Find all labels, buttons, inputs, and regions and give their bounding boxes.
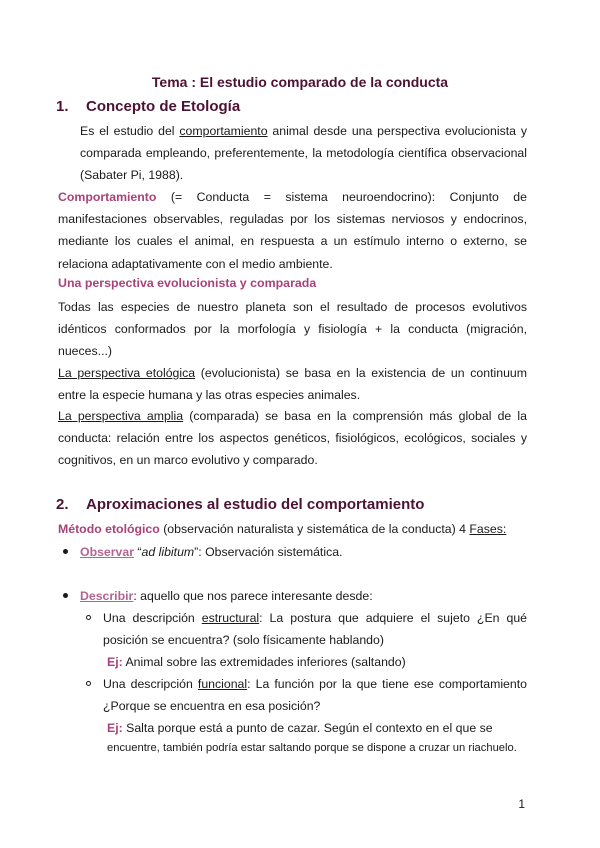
section-1-heading	[56, 98, 240, 115]
page-number: 1	[518, 797, 525, 811]
perspectiva-amplia-paragraph	[58, 405, 527, 472]
estructural-term: estructural	[201, 611, 260, 625]
observar-text: ”: Observación sistemática.	[194, 545, 343, 559]
metodo-etologico-term: Método etológico	[58, 522, 160, 536]
section-1-number: 1.	[56, 98, 69, 115]
section-2-heading	[56, 496, 424, 513]
ejemplo-2-continuation: encuentre, también podría estar saltando porque se dispone a cruzar un riachuelo.	[107, 742, 517, 754]
funcional-text: : La función por la que tiene ese comportamiento ¿Porque se encuentra en esa posición?	[103, 677, 527, 714]
definition-paragraph	[80, 120, 527, 187]
ejemplo-label: Ej:	[107, 721, 123, 735]
observar-quote: “	[134, 545, 142, 559]
especies-paragraph: Todas las especies de nuestro planeta son el resultado de procesos evolutivos idénticos conformados por la morfología y fisiología + la conducta (migración, nueces...)	[58, 300, 527, 359]
ejemplo-label: Ej:	[107, 655, 123, 669]
ejemplo-2	[107, 721, 493, 735]
ejemplo-2-text-a: Salta porque está a punto de cazar. Según el contexto en el que se	[122, 721, 493, 735]
section-2-number: 2.	[56, 496, 69, 513]
fases-label: Fases:	[469, 522, 507, 536]
bullet-describir	[80, 585, 373, 607]
perspectiva-etologica-paragraph	[58, 362, 527, 406]
metodo-etologico-line	[58, 518, 506, 540]
definition-text-pre: Es el estudio del	[80, 124, 180, 138]
descripcion-estructural-item	[103, 607, 527, 651]
subheading-perspectiva: Una perspectiva evolucionista y comparada	[58, 276, 317, 290]
perspectiva-amplia-text: (comparada) se basa en la comprensión más global de la conducta: relación entre los aspectos genéticos, fisiológicos, ecológicos, sociales y cognitivos, en un marco evolutivo y comparado.	[58, 409, 527, 468]
perspectiva-etologica-term: La perspectiva etológica	[58, 366, 196, 380]
perspectiva-amplia-term: La perspectiva amplia	[58, 409, 184, 423]
ejemplo-1	[107, 655, 406, 669]
ad-libitum-text: ad libitum	[141, 545, 195, 559]
definition-term: comportamiento	[179, 124, 268, 138]
estructural-text: : La postura que adquiere el sujeto ¿En qué posición se encuentra? (solo físicamente hablando)	[103, 611, 527, 648]
comportamiento-term: Comportamiento	[58, 190, 157, 204]
funcional-pre: Una descripción	[103, 677, 198, 691]
definition-text-post: animal desde una perspectiva evolucionista y comparada empleando, preferentemente, la metodología científica observacional (Sabater Pi, 1988).	[80, 124, 527, 183]
section-1-title: Concepto de Etología	[86, 98, 241, 115]
page-title: Tema : El estudio comparado de la conducta	[151, 74, 449, 90]
perspectiva-etologica-text: (evolucionista) se basa en la existencia de un continuum entre la especie humana y las otras especies animales.	[58, 366, 527, 403]
sub-bullet-circle-icon	[86, 615, 91, 620]
bullet-observar	[80, 541, 342, 563]
comportamiento-text: (= Conducta = sistema neuroendocrino): Conjunto de manifestaciones observables, reguladas por los sistemas nerviosos y endocrinos, mediante los cuales el animal, en respuesta a un estímulo interno o externo, se relaciona adaptativamente con el medio ambiente.	[58, 190, 527, 271]
descripcion-funcional-item	[103, 673, 527, 717]
bullet-dot-icon	[63, 593, 68, 598]
observar-link[interactable]: Observar	[80, 545, 135, 559]
describir-text: : aquello que nos parece interesante desde:	[133, 589, 373, 603]
estructural-pre: Una descripción	[103, 611, 202, 625]
comportamiento-paragraph	[58, 186, 527, 275]
sub-bullet-circle-icon	[86, 681, 91, 686]
funcional-term: funcional	[197, 677, 248, 691]
metodo-etologico-text: (observación naturalista y sistemática de la conducta) 4	[159, 522, 470, 536]
ejemplo-1-text: Animal sobre las extremidades inferiores (saltando)	[122, 655, 406, 669]
bullet-dot-icon	[63, 549, 68, 554]
describir-link[interactable]: Describir	[80, 589, 134, 603]
section-2-title: Aproximaciones al estudio del comportamiento	[86, 496, 425, 513]
